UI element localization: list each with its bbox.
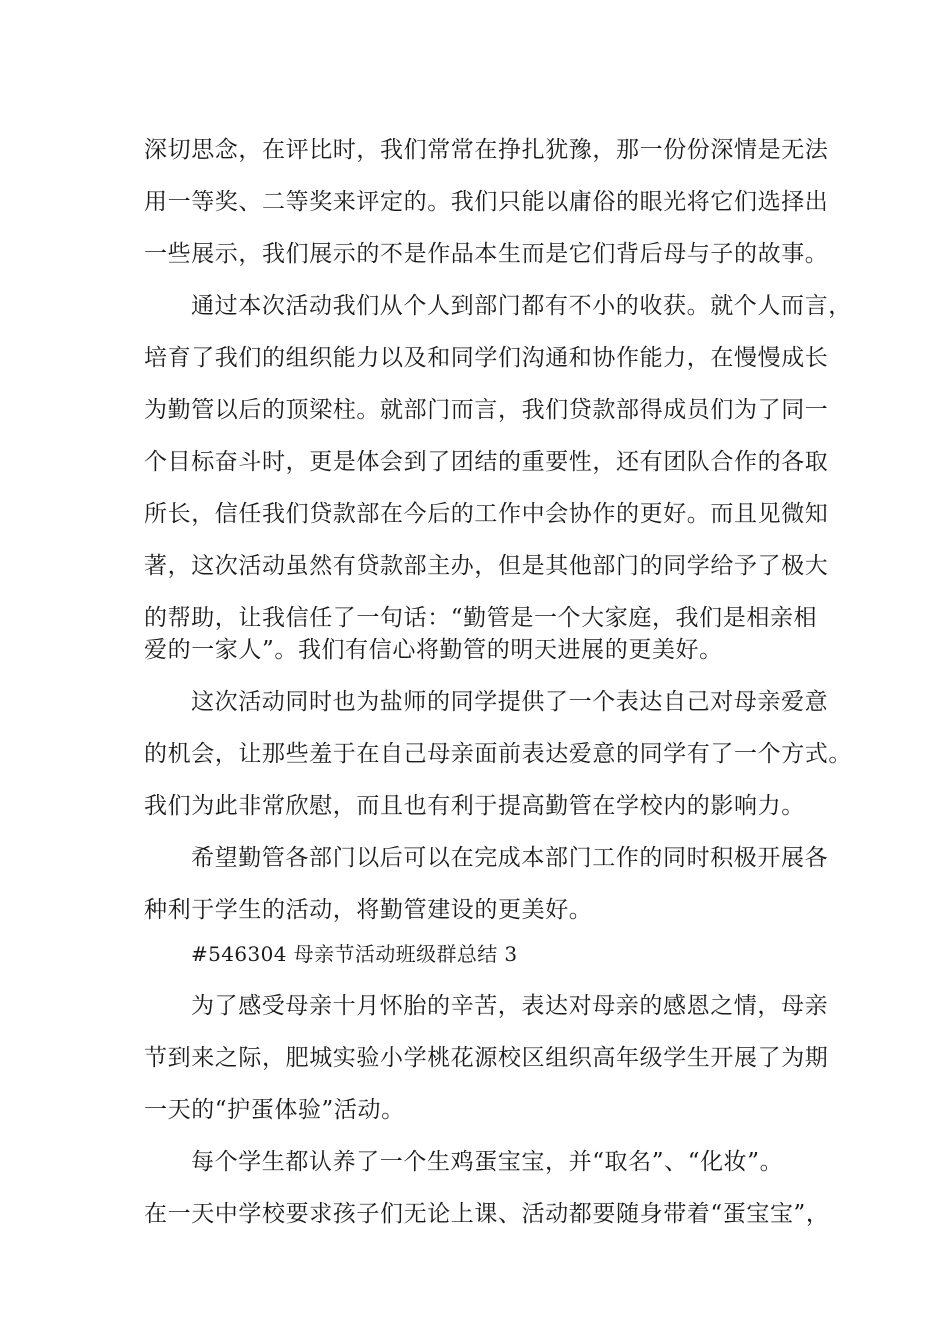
text-line: 用一等奖、二等奖来评定的。我们只能以庸俗的眼光将它们选择出 <box>144 189 829 215</box>
paragraph-start-line: 为了感受母亲十月怀胎的辛苦，表达对母亲的感恩之情，母亲 <box>191 993 829 1019</box>
text-line: 种利于学生的活动，将勤管建设的更美好。 <box>144 897 593 923</box>
text-line: 的机会，让那些羞于在自己母亲面前表达爱意的同学有了一个方式。 <box>144 741 852 767</box>
section-heading: #546304 母亲节活动班级群总结 3 <box>191 942 518 966</box>
text-line: 著，这次活动虽然有贷款部主办，但是其他部门的同学给予了极大 <box>144 553 829 579</box>
text-line: 我们为此非常欣慰，而且也有利于提高勤管在学校内的影响力。 <box>144 793 805 819</box>
text-line: 节到来之际，肥城实验小学桃花源校区组织高年级学生开展了为期 <box>144 1045 829 1071</box>
text-line: 所长，信任我们贷款部在今后的工作中会协作的更好。而且见微知 <box>144 501 829 527</box>
text-line: 的帮助，让我信任了一句话：“勤管是一个大家庭，我们是相亲相 <box>144 605 818 631</box>
text-line: 爱的一家人”。我们有信心将勤管的明天进展的更美好。 <box>144 637 723 663</box>
text-line: 培育了我们的组织能力以及和同学们沟通和协作能力，在慢慢成长 <box>144 345 829 371</box>
text-line: 一天的“护蛋体验”活动。 <box>144 1097 405 1123</box>
text-line: 一些展示，我们展示的不是作品本生而是它们背后母与子的故事。 <box>144 241 829 267</box>
text-line: 个目标奋斗时，更是体会到了团结的重要性，还有团队合作的各取 <box>144 449 829 475</box>
paragraph-start-line: 希望勤管各部门以后可以在完成本部门工作的同时积极开展各 <box>191 845 829 871</box>
text-line: 深切思念，在评比时，我们常常在挣扎犹豫，那一份份深情是无法 <box>144 137 829 163</box>
text-line: 在一天中学校要求孩子们无论上课、活动都要随身带着“蛋宝宝”， <box>144 1201 830 1227</box>
paragraph-start-line: 这次活动同时也为盐师的同学提供了一个表达自己对母亲爱意 <box>191 689 829 715</box>
text-line: 为勤管以后的顶梁柱。就部门而言，我们贷款部得成员们为了同一 <box>144 397 829 423</box>
paragraph-start-line: 每个学生都认养了一个生鸡蛋宝宝，并“取名”、“化妆”。 <box>191 1149 784 1175</box>
paragraph-start-line: 通过本次活动我们从个人到部门都有不小的收获。就个人而言， <box>191 293 852 319</box>
